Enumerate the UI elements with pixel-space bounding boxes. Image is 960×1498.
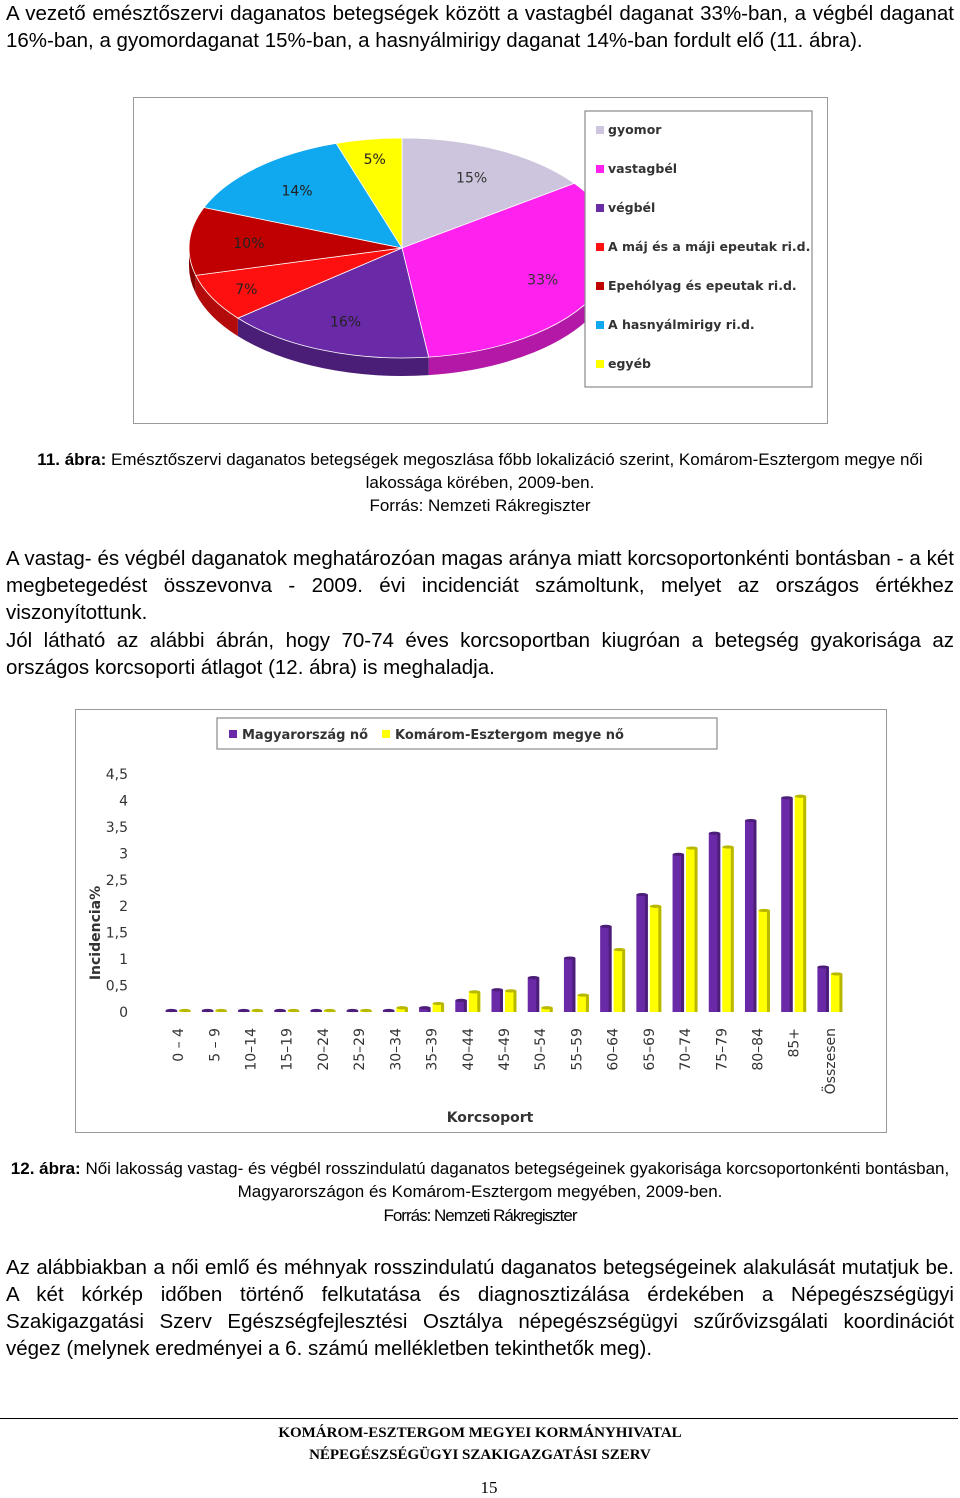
bar-top bbox=[433, 1002, 445, 1005]
pie-legend-label: A hasnyálmirigy ri.d. bbox=[608, 317, 755, 332]
bar-komarom bbox=[324, 1009, 336, 1012]
y-tick-label: 0 bbox=[119, 1005, 128, 1021]
figure-11-caption bbox=[0, 449, 960, 494]
page-number: 15 bbox=[480, 1478, 498, 1497]
bar-magyarorszag bbox=[274, 1009, 286, 1012]
x-tick-label: 50–54 bbox=[533, 1028, 550, 1071]
paragraph-screening: Az alábbiakban a női emlő és méhnyak rosszindulatú daganatos betegségeinek alakulását mutatjuk be. A két kórkép időben történő felkutatása és diagnosztizálása érdekében a Népegészségügyi Szakigazgatási Szerv Egészségfejlesztési Osztálya népegészségügyi szűrővizsgálati koordinációt végez (melynek eredményei a 6. számú mellékletben tekinthetők meg). bbox=[6, 1256, 954, 1360]
bar-komarom bbox=[469, 990, 481, 1012]
x-tick-label: 70–74 bbox=[678, 1028, 695, 1071]
footer-line-2: NÉPEGÉSZSÉGÜGYI SZAKIGAZGATÁSI SZERV bbox=[309, 1447, 651, 1463]
x-tick-label: 10–14 bbox=[243, 1028, 260, 1071]
bar-shade bbox=[695, 848, 698, 1012]
bar-komarom bbox=[758, 909, 770, 1012]
bar-top bbox=[419, 1006, 431, 1009]
bar-top bbox=[469, 990, 481, 993]
bar-magyarorszag bbox=[347, 1009, 359, 1012]
pie-data-label: 15% bbox=[456, 170, 488, 187]
pie-legend-label: vastagbél bbox=[608, 161, 678, 176]
bar-magyarorszag bbox=[492, 988, 504, 1012]
bar-top bbox=[528, 976, 540, 979]
pie-data-label: 14% bbox=[281, 183, 313, 200]
pie-legend-swatch bbox=[596, 165, 604, 173]
bar-komarom bbox=[722, 845, 734, 1012]
bar-magyarorszag bbox=[238, 1009, 250, 1012]
bar-top bbox=[686, 846, 698, 849]
bar-top bbox=[202, 1009, 214, 1012]
bar-top bbox=[577, 993, 589, 996]
bar-komarom bbox=[650, 905, 662, 1012]
figure-11-source: Forrás: Nemzeti Rákregiszter bbox=[369, 496, 591, 515]
y-tick-label: 4,5 bbox=[105, 767, 128, 783]
bar-top bbox=[709, 832, 721, 835]
x-tick-label: 40–44 bbox=[460, 1028, 477, 1071]
bar-komarom bbox=[433, 1002, 445, 1012]
bar-legend-swatch bbox=[382, 730, 390, 738]
bar-magyarorszag bbox=[383, 1009, 395, 1012]
bar-magyarorszag bbox=[310, 1009, 322, 1012]
bar-komarom bbox=[505, 989, 517, 1012]
bar-komarom bbox=[396, 1006, 408, 1012]
bar-top bbox=[179, 1009, 191, 1012]
bar-top bbox=[324, 1009, 336, 1012]
x-tick-label: 45–49 bbox=[497, 1028, 513, 1071]
bar-top bbox=[817, 965, 829, 968]
pie-legend-swatch bbox=[596, 282, 604, 290]
footer-rule bbox=[0, 1418, 958, 1419]
figure-12-source: Forrás: Nemzeti Rákregiszter bbox=[383, 1206, 577, 1225]
bar-top bbox=[505, 989, 517, 992]
pie-legend-label: végbél bbox=[608, 200, 656, 215]
bar-top bbox=[252, 1009, 263, 1012]
bar-top bbox=[600, 925, 612, 928]
y-tick-label: 3 bbox=[119, 846, 128, 863]
bar-magyarorszag bbox=[673, 853, 685, 1012]
bar-magyarorszag bbox=[166, 1009, 178, 1012]
bar-komarom bbox=[614, 948, 626, 1012]
bar-top bbox=[614, 948, 626, 951]
x-tick-label: 75–79 bbox=[714, 1028, 731, 1071]
bar-top bbox=[455, 999, 467, 1002]
bar-magyarorszag bbox=[419, 1006, 431, 1012]
bar-shade bbox=[753, 821, 756, 1012]
bar-magyarorszag bbox=[817, 965, 829, 1012]
x-tick-label: Összesen bbox=[822, 1028, 839, 1095]
bar-magyarorszag bbox=[600, 925, 612, 1012]
bar-komarom bbox=[288, 1009, 300, 1012]
y-tick-label: 1 bbox=[119, 952, 128, 969]
bar-top bbox=[722, 845, 734, 848]
bar-shade bbox=[645, 895, 648, 1012]
pie-data-label: 7% bbox=[235, 281, 258, 298]
y-axis-label: Incidencia% bbox=[88, 885, 104, 981]
bar-shade bbox=[717, 833, 720, 1012]
pie-data-label: 10% bbox=[233, 236, 265, 253]
y-tick-label: 3,5 bbox=[105, 819, 128, 836]
pie-data-label: 5% bbox=[363, 151, 386, 168]
bar-shade bbox=[839, 974, 842, 1012]
paragraph-incidence: A vastag- és végbél daganatok meghatározóan magas aránya miatt korcsoportonkénti bontásban - a két megbetegedést összevonva - 2009. évi incidenciát számoltunk, melyet az országos értékhez viszonyítottunk. bbox=[6, 547, 954, 624]
bar-top bbox=[347, 1009, 359, 1012]
bar-komarom bbox=[541, 1006, 553, 1012]
x-tick-label: 80–84 bbox=[750, 1028, 767, 1071]
bar-shade bbox=[826, 967, 829, 1012]
y-tick-label: 0,5 bbox=[105, 978, 128, 995]
bar-top bbox=[758, 909, 770, 912]
pie-legend-label: Epehólyag és epeutak ri.d. bbox=[608, 278, 797, 293]
bar-komarom bbox=[252, 1009, 263, 1012]
bar-shade bbox=[658, 906, 661, 1012]
bar-top bbox=[360, 1009, 372, 1012]
bar-komarom bbox=[179, 1009, 191, 1012]
paragraph-70-74: Jól látható az alábbi ábrán, hogy 70-74 éves korcsoportban kiugróan a betegség gyakorisága az országos korcsoporti átlagot (12. ábra) is meghaladja. bbox=[6, 629, 954, 679]
bar-shade bbox=[803, 796, 806, 1012]
pie-legend-label: gyomor bbox=[608, 122, 662, 137]
y-tick-label: 2 bbox=[119, 899, 128, 916]
bar-top bbox=[492, 988, 504, 991]
x-tick-label: 55–59 bbox=[569, 1028, 586, 1071]
bar-shade bbox=[477, 992, 480, 1012]
pie-legend-swatch bbox=[596, 360, 604, 368]
figure-12-caption bbox=[0, 1158, 960, 1203]
pie-legend-label: A máj és a máji epeutak ri.d. bbox=[608, 239, 811, 254]
x-tick-label: 25–29 bbox=[352, 1028, 369, 1071]
x-tick-label: 35–39 bbox=[424, 1028, 441, 1071]
bar-magyarorszag bbox=[202, 1009, 214, 1012]
x-tick-label: 0 – 4 bbox=[171, 1028, 188, 1062]
bar-shade bbox=[767, 910, 770, 1012]
bar-shade bbox=[790, 798, 793, 1012]
intro-paragraph: A vezető emésztőszervi daganatos betegségek között a vastagbél daganat 33%-ban, a végbél daganat 16%-ban, a gyomordaganat 15%-ban, a hasnyálmirigy daganat 14%-ban fordult elő (11. ábra). bbox=[6, 2, 954, 52]
pie-legend-swatch bbox=[596, 321, 604, 329]
x-tick-label: 65–69 bbox=[641, 1028, 658, 1071]
bar-top bbox=[166, 1009, 178, 1012]
x-tick-label: 30–34 bbox=[388, 1028, 405, 1071]
bar-magyarorszag bbox=[564, 956, 576, 1012]
footer-line-1: KOMÁROM-ESZTERGOM MEGYEI KORMÁNYHIVATAL bbox=[278, 1425, 682, 1441]
bar-top bbox=[650, 905, 662, 908]
bar-komarom bbox=[360, 1009, 372, 1012]
bar-komarom bbox=[831, 972, 843, 1012]
bar-magyarorszag bbox=[528, 976, 540, 1012]
bar-komarom bbox=[215, 1009, 227, 1012]
bar-top bbox=[383, 1009, 395, 1012]
figure-12-frame bbox=[75, 709, 887, 1133]
figure-11-frame bbox=[133, 97, 828, 424]
bar-top bbox=[288, 1009, 300, 1012]
bar-shade bbox=[622, 950, 625, 1012]
bar-top bbox=[238, 1009, 250, 1012]
bar-legend-label: Komárom-Esztergom megye nő bbox=[395, 728, 624, 743]
bar-komarom bbox=[686, 846, 698, 1012]
pie-legend-swatch bbox=[596, 243, 604, 251]
bar-legend-swatch bbox=[229, 730, 237, 738]
pie-legend-swatch bbox=[596, 204, 604, 212]
x-tick-label: 20–24 bbox=[315, 1028, 332, 1071]
x-axis-label: Korcsoport bbox=[446, 1110, 534, 1126]
bar-magyarorszag bbox=[745, 819, 757, 1012]
bar-chart bbox=[76, 710, 886, 1132]
bar-top bbox=[215, 1009, 227, 1012]
bar-top bbox=[636, 893, 648, 896]
bar-shade bbox=[609, 926, 612, 1012]
bar-komarom bbox=[795, 795, 807, 1012]
figure-11-caption-text: Emésztőszervi daganatos betegségek megoszlása főbb lokalizáció szerint, Komárom-Esztergom megye női lakossága körében, 2009-ben. bbox=[106, 450, 923, 492]
bar-top bbox=[795, 795, 807, 798]
bar-magyarorszag bbox=[455, 999, 467, 1012]
bar-top bbox=[541, 1006, 553, 1009]
bar-magyarorszag bbox=[781, 796, 793, 1012]
figure-11-caption-label: 11. ábra: bbox=[37, 450, 107, 469]
x-tick-label: 60–64 bbox=[605, 1028, 622, 1071]
bar-top bbox=[564, 956, 576, 959]
bar-shade bbox=[572, 958, 575, 1012]
x-tick-label: 5 – 9 bbox=[207, 1028, 224, 1062]
pie-legend-label: egyéb bbox=[608, 356, 651, 371]
bar-top bbox=[396, 1006, 408, 1009]
pie-data-label: 16% bbox=[329, 314, 362, 331]
pie-data-label: 33% bbox=[527, 272, 559, 289]
y-tick-label: 4 bbox=[119, 793, 128, 810]
bar-magyarorszag bbox=[636, 893, 648, 1012]
bar-shade bbox=[586, 995, 589, 1012]
bar-top bbox=[673, 853, 685, 856]
bar-shade bbox=[464, 1000, 467, 1012]
bar-shade bbox=[536, 978, 539, 1012]
bar-shade bbox=[731, 847, 734, 1012]
pie-legend-swatch bbox=[596, 126, 604, 134]
bar-shade bbox=[500, 990, 503, 1012]
bar-top bbox=[831, 972, 843, 975]
bar-top bbox=[274, 1009, 286, 1012]
figure-12-caption-text: Női lakosság vastag- és végbél rosszindulatú daganatos betegségeinek gyakorisága korcsoportonkénti bontásban, Magyarországon és Komárom-Esztergom megyében, 2009-ben. bbox=[80, 1159, 950, 1201]
bar-komarom bbox=[577, 993, 589, 1012]
bar-top bbox=[781, 796, 793, 799]
pie-chart bbox=[134, 98, 827, 423]
x-tick-label: 85+ bbox=[786, 1028, 803, 1058]
bar-top bbox=[745, 819, 757, 822]
x-tick-label: 15–19 bbox=[279, 1028, 296, 1071]
bar-shade bbox=[681, 854, 684, 1012]
y-tick-label: 1,5 bbox=[105, 925, 128, 942]
bar-legend-label: Magyarország nő bbox=[242, 728, 369, 743]
bar-magyarorszag bbox=[709, 832, 721, 1012]
bar-top bbox=[310, 1009, 322, 1012]
bar-shade bbox=[514, 991, 517, 1012]
y-tick-label: 2,5 bbox=[105, 872, 128, 889]
figure-12-caption-label: 12. ábra: bbox=[10, 1159, 81, 1178]
